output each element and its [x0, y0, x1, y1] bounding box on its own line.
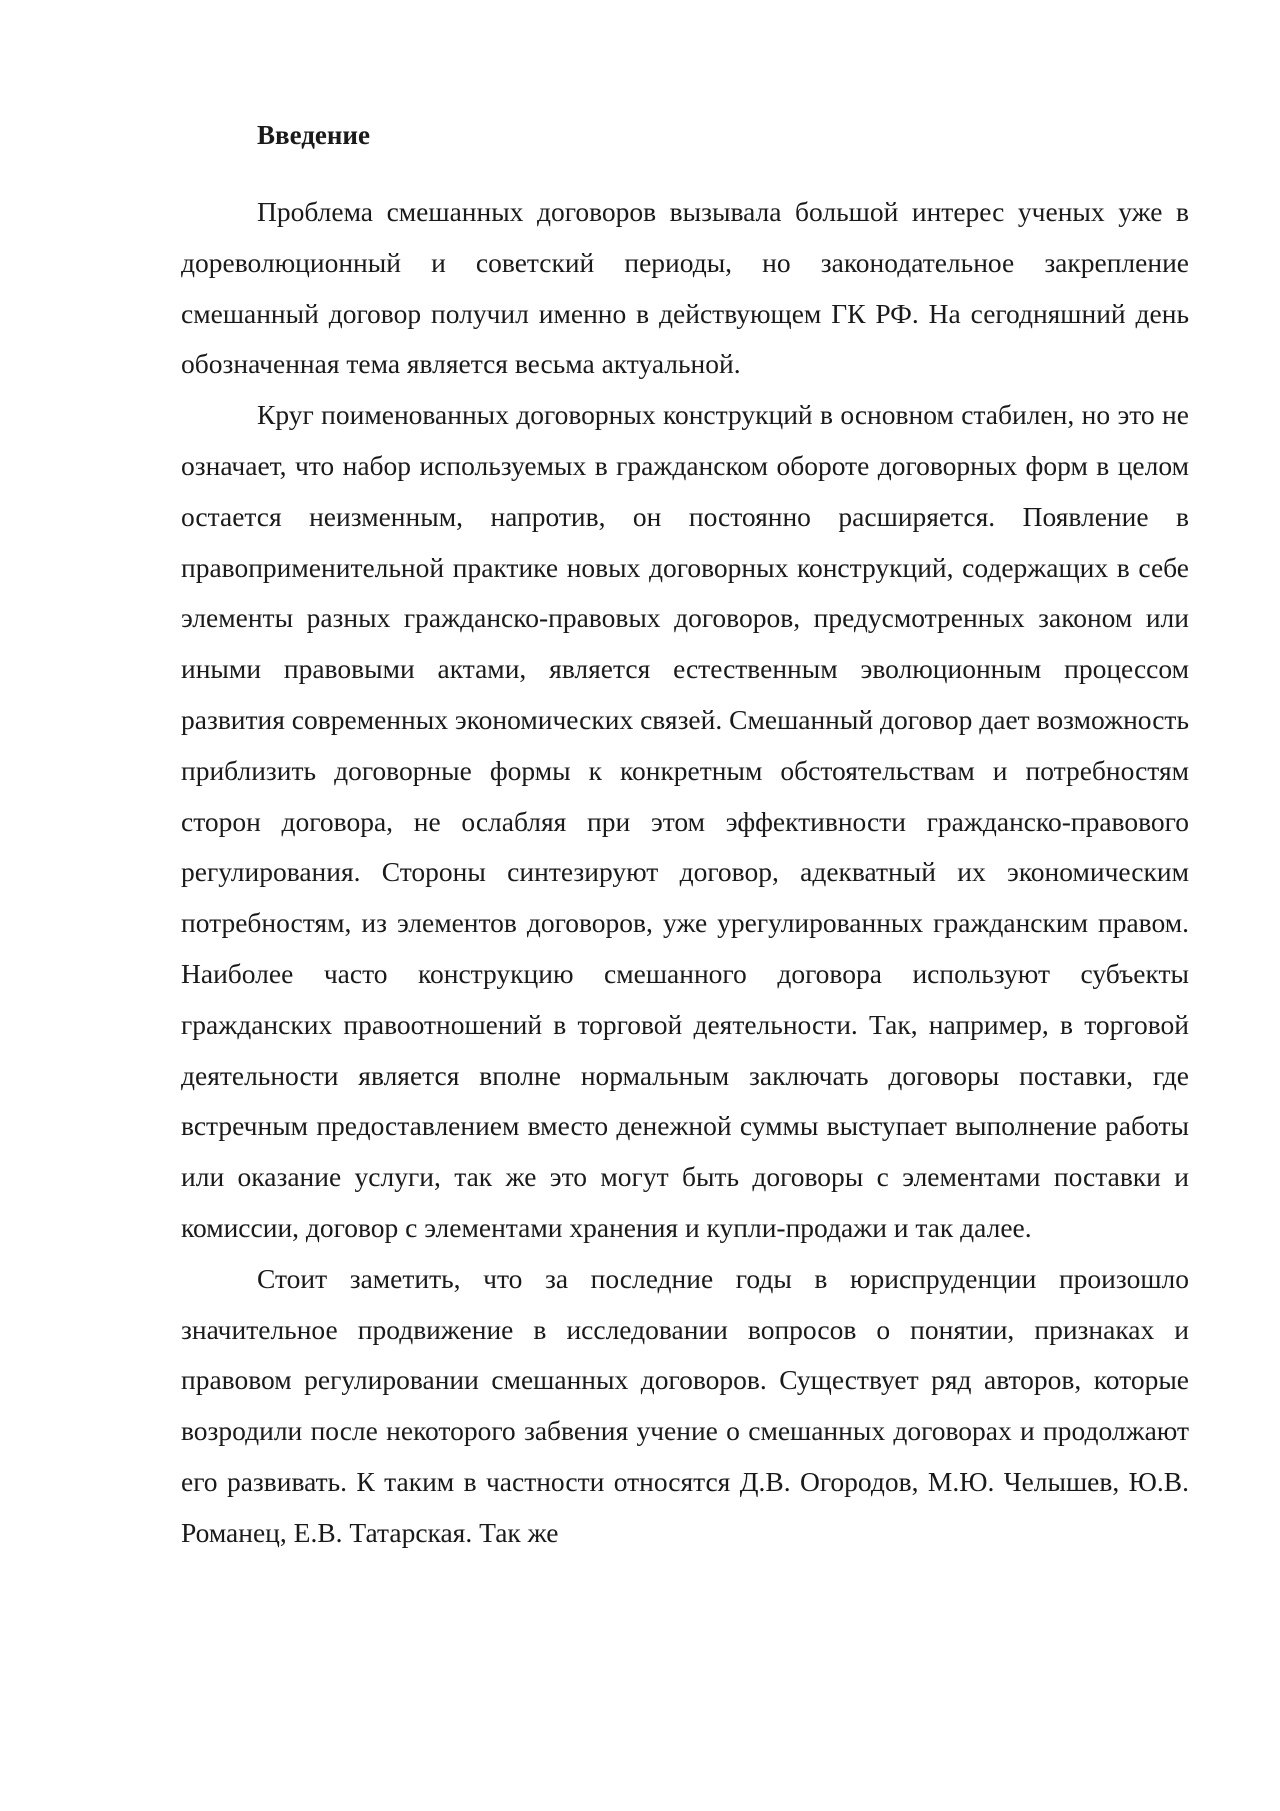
- page-content: [181, 118, 1189, 1559]
- paragraph-1: Проблема смешанных договоров вызывала большой интерес ученых уже в дореволюционный и советский периоды, но законодательное закрепление смешанный договор получил именно в действующем ГК РФ. На сегодняшний день обозначенная тема является весьма актуальной.: [181, 196, 1189, 380]
- section-heading: Введение: [257, 120, 370, 150]
- paragraph-3: Стоит заметить, что за последние годы в юриспруденции произошло значительное продвижение в исследовании вопросов о понятии, признаках и правовом регулировании смешанных договоров. Существует ряд авторов, которые возродили после некоторого забвения учение о смешанных договорах и продолжают его развивать. К таким в частности относятся Д.В. Огородов, М.Ю. Челышев, Ю.В. Романец, Е.В. Татарская. Так же: [181, 1262, 1189, 1548]
- paragraph-2: Круг поименованных договорных конструкций в основном стабилен, но это не означает, что набор используемых в гражданском обороте договорных форм в целом остается неизменным, напротив, он постоянно расширяется. Появление в правоприменительной практике новых договорных конструкций, содержащих в себе элементы разных гражданско-правовых договоров, предусмотренных законом или иными правовыми актами, является естественным эволюционным процессом развития современных экономических связей. Смешанный договор дает возможность приблизить договорные формы к конкретным обстоятельствам и потребностям сторон договора, не ослабляя при этом эффективности гражданско-правового регулирования. Стороны синтезируют договор, адекватный их экономическим потребностям, из элементов договоров, уже урегулированных гражданским правом. Наиболее часто конструкцию смешанного договора используют субъекты гражданских правоотношений в торговой деятельности. Так, например, в торговой деятельности является вполне нормальным заключать договоры поставки, где встречным предоставлением вместо денежной суммы выступает выполнение работы или оказание услуги, так же это могут быть договоры с элементами поставки и комиссии, договор с элементами хранения и купли-продажи и так далее.: [181, 399, 1189, 1243]
